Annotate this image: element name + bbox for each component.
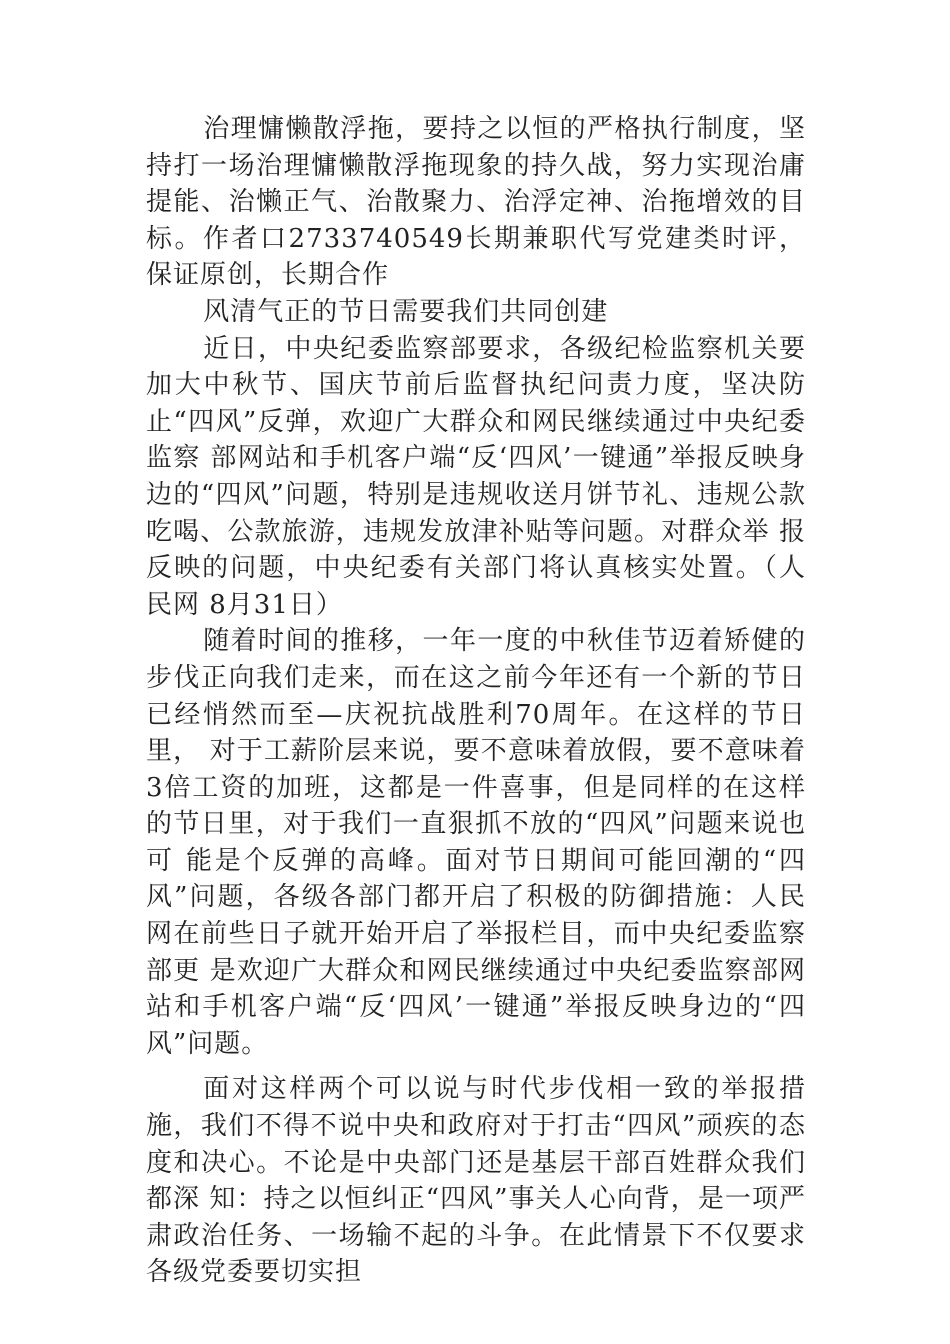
paragraph-gap (146, 1062, 806, 1071)
paragraph-intro: 治理慵懒散浮拖，要持之以恒的严格执行制度，坚持打一场治理慵懒散浮拖现象的持久战，努力实现治庸提能、治懒正气、治散聚力、治浮定神、治拖增效的目标。作者口2733740549长期兼职代写党建类时评，保证原创，长期合作 (146, 114, 806, 291)
article-title: 风清气正的节日需要我们共同创建 (203, 296, 609, 327)
paragraph-news: 近日，中央纪委监察部要求，各级纪检监察机关要加大中秋节、国庆节前后监督执纪问责力度，坚决防止“四风”反弹，欢迎广大群众和网民继续通过中央纪委监察 部网站和手机客户端“反‘四风’一键通”举报反映身边的“四风”问题，特别是违规收送月饼节礼、违规公款吃喝、公款旅游，违规发放津补贴等问题。对群众举 报反映的问题，中央纪委有关部门将认真核实处置。（人民网 8月31日） (146, 333, 806, 620)
document-body (146, 111, 806, 1291)
paragraph-measures: 面对这样两个可以说与时代步伐相一致的举报措施，我们不得不说中央和政府对于打击“四风”顽疾的态度和决心。不论是中央部门还是基层干部百姓群众我们都深 知：持之以恒纠正“四风”事关人心向背，是一项严肃政治任务、一场输不起的斗争。在此情景下不仅要求各级党委要切实担 (146, 1074, 806, 1288)
paragraph-holiday: 随着时间的推移，一年一度的中秋佳节迈着矫健的步伐正向我们走来，而在这之前今年还有一个新的节日已经悄然而至—庆祝抗战胜利70周年。在这样的节日里， 对于工薪阶层来说，要不意味着放假，要不意味着3倍工资的加班，这都是一件喜事，但是同样的在这样的节日里，对于我们一直狠抓不放的“四风”问题来说也可 能是个反弹的高峰。面对节日期间可能回潮的“四风”问题，各级各部门都开启了积极的防御措施：人民网在前些日子就开始开启了举报栏目，而中央纪委监察部更 是欢迎广大群众和网民继续通过中央纪委监察部网站和手机客户端“反‘四风’一键通”举报反映身边的“四风”问题。 (146, 626, 806, 1059)
